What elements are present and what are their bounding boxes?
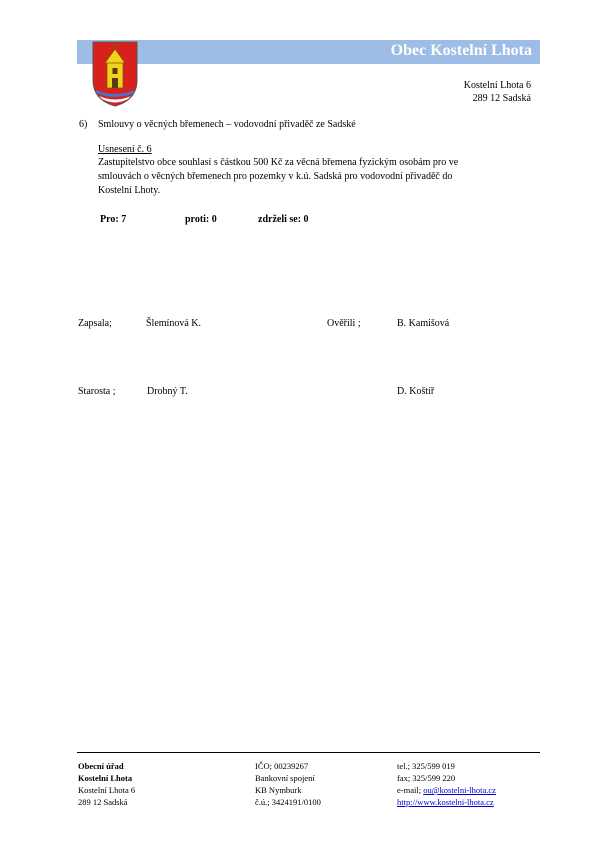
header-bar	[77, 40, 540, 64]
resolution-heading: Usnesení č. 6	[98, 144, 152, 155]
zapsala-name: Šlemínová K.	[146, 318, 201, 329]
starosta-label: Starosta ;	[78, 386, 116, 397]
address-line-2: 289 12 Sadská	[472, 93, 531, 104]
vote-pro: Pro: 7	[100, 214, 127, 225]
footer-office: Obecní úřad	[78, 761, 124, 771]
footer-ico: IČO; 00239267	[255, 761, 309, 771]
footer-email-label: e-mail;	[397, 785, 424, 795]
coat-of-arms-logo	[90, 40, 140, 108]
footer-tel: tel.; 325/599 019	[397, 761, 455, 771]
footer-bank-label: Bankovní spojení	[255, 773, 315, 783]
footer-bank-name: KB Nymburk	[255, 785, 302, 795]
footer-street: Kostelní Lhota 6	[78, 785, 136, 795]
overili-label: Ověřili ;	[327, 318, 361, 329]
municipality-title: Obec Kostelní Lhota	[390, 42, 532, 59]
footer-municipality: Kostelní Lhota	[78, 773, 133, 783]
vote-proti: proti: 0	[185, 214, 217, 225]
resolution-line-3: Kostelní Lhoty.	[98, 185, 161, 196]
website-link[interactable]: http://www.kostelni-lhota.cz	[397, 797, 494, 807]
address-line-1: Kostelní Lhota 6	[463, 80, 531, 91]
resolution-line-2: smlouvách o věcných břemenech pro pozemky v k.ú. Sadská pro vodovodní přivaděč do	[98, 171, 453, 182]
footer-fax: fax; 325/599 220	[397, 773, 456, 783]
resolution-line-1: Zastupitelstvo obce souhlasí s částkou 500 Kč za věcná břemena fyzickým osobám pro ve	[98, 157, 459, 168]
starosta-name: Drobný T.	[147, 386, 188, 397]
second-verifier-name: D. Koštíř	[397, 386, 435, 397]
zapsala-label: Zapsala;	[78, 318, 112, 329]
footer-email-row	[397, 785, 496, 795]
item-number: 6)	[79, 119, 88, 130]
footer-zip: 289 12 Sadská	[78, 797, 128, 807]
item-title: Smlouvy o věcných břemenech – vodovodní přivaděč ze Sadské	[98, 119, 356, 130]
vote-zdrzeli: zdrželi se: 0	[258, 214, 309, 225]
overili-name: B. Kamišová	[397, 318, 450, 329]
footer-account: č.ú.; 3424191/0100	[255, 797, 321, 807]
footer-divider	[77, 752, 540, 753]
email-link[interactable]: ou@kostelni-lhota.cz	[423, 785, 496, 795]
